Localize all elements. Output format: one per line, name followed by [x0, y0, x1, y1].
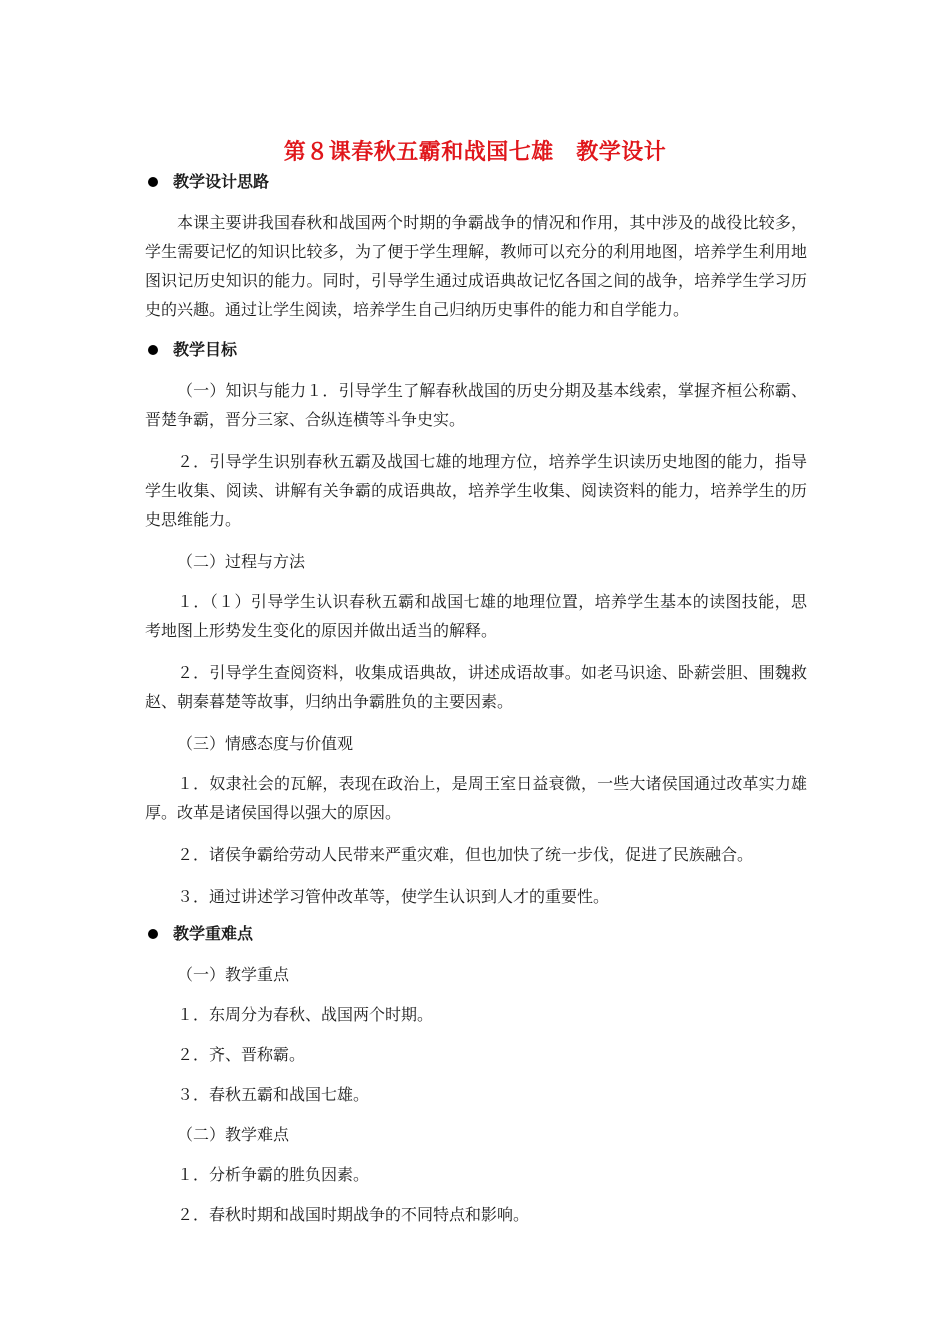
list-item: ３．春秋五霸和战国七雄。	[177, 1085, 370, 1104]
section-heading-text: 教学设计思路	[173, 172, 270, 191]
section-heading	[145, 172, 807, 192]
list-item: １．分析争霸的胜负因素。	[177, 1165, 370, 1184]
bullet-icon	[148, 177, 158, 187]
paragraph: ２．引导学生识别春秋五霸及战国七雄的地理方位，培养学生识读历史地图的能力，指导学生收集、阅读、讲解有关争霸的成语典故，培养学生收集、阅读资料的能力，培养学生的历史思维能力。	[145, 452, 807, 529]
subheading: （三）情感态度与价值观	[177, 734, 354, 753]
section-key-points	[145, 924, 807, 1229]
paragraph: ３．通过讲述学习管仲改革等，使学生认识到人才的重要性。	[177, 887, 610, 906]
paragraph: （一）知识与能力１．引导学生了解春秋战国的历史分期及基本线索，掌握齐桓公称霸、晋楚争霸，晋分三家、合纵连横等斗争史实。	[145, 381, 807, 429]
document-title: 第８课春秋五霸和战国七雄 教学设计	[283, 140, 667, 165]
subheading: （二）教学难点	[177, 1125, 290, 1144]
subheading: （一）教学重点	[177, 965, 290, 984]
list-item: ２．齐、晋称霸。	[177, 1045, 306, 1064]
paragraph: ２．诸侯争霸给劳动人民带来严重灾难，但也加快了统一步伐，促进了民族融合。	[177, 845, 754, 864]
list-item: １．东周分为春秋、战国两个时期。	[177, 1005, 434, 1024]
paragraph: １．（１）引导学生认识春秋五霸和战国七雄的地理位置，培养学生基本的读图技能，思考地图上形势发生变化的原因并做出适当的解释。	[145, 592, 807, 640]
paragraph: １．奴隶社会的瓦解，表现在政治上，是周王室日益衰微，一些大诸侯国通过改革实力雄厚。改革是诸侯国得以强大的原因。	[145, 774, 807, 822]
section-heading	[145, 924, 807, 944]
section-objectives	[145, 340, 807, 911]
subheading: （二）过程与方法	[177, 552, 306, 571]
paragraph: ２．引导学生查阅资料，收集成语典故，讲述成语故事。如老马识途、卧薪尝胆、围魏救赵、朝秦暮楚等故事，归纳出争霸胜负的主要因素。	[145, 663, 807, 711]
section-heading-text: 教学重难点	[173, 924, 254, 943]
bullet-icon	[148, 345, 158, 355]
section-heading	[145, 340, 807, 360]
paragraph: 本课主要讲我国春秋和战国两个时期的争霸战争的情况和作用，其中涉及的战役比较多，学生需要记忆的知识比较多，为了便于学生理解，教师可以充分的利用地图，培养学生利用地图识记历史知识的能力。同时，引导学生通过成语典故记忆各国之间的战争，培养学生学习历史的兴趣。通过让学生阅读，培养学生自己归纳历史事件的能力和自学能力。	[145, 213, 807, 319]
section-heading-text: 教学目标	[173, 340, 238, 359]
section-design-idea	[145, 172, 807, 324]
document-body	[145, 172, 807, 1240]
bullet-icon	[148, 929, 158, 939]
list-item: ２．春秋时期和战国时期战争的不同特点和影响。	[177, 1205, 530, 1224]
